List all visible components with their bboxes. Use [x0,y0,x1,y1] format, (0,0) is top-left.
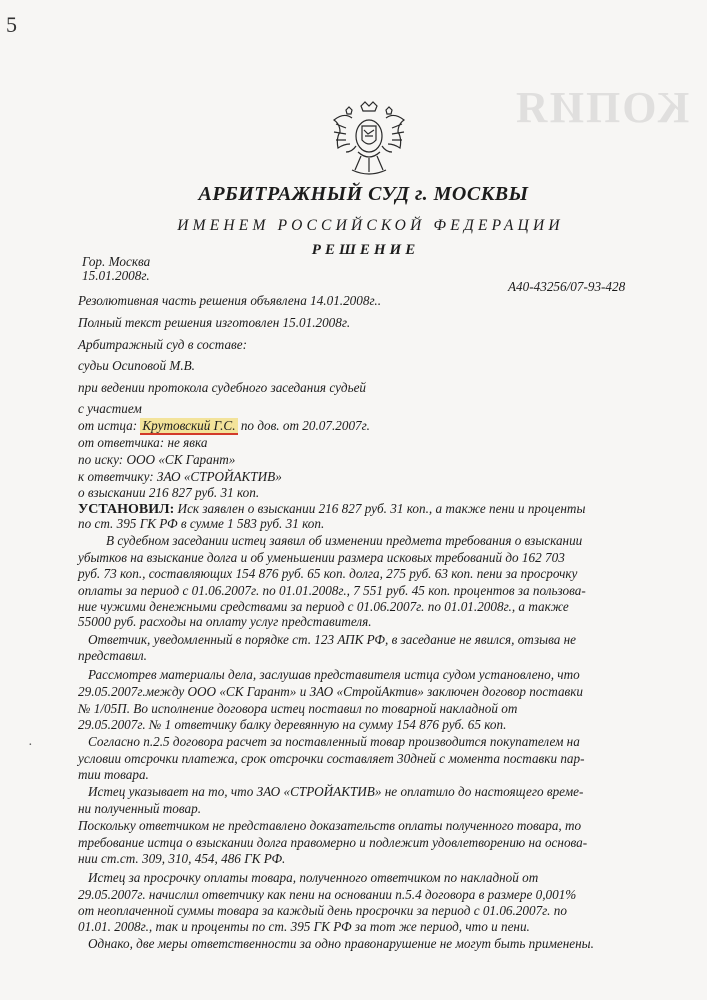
recovery-amount: о взыскании 216 827 руб. 31 коп. [78,485,260,500]
paragraph-line: Истец указывает на то, что ЗАО «СТРОЙАКТИВ» не оплатило до настоящего време- [88,784,584,799]
plaintiff-line: от истца: Крутовский Г.С. по дов. от 20.07.2007г. [78,418,370,433]
court-name: АРБИТРАЖНЫЙ СУД г. МОСКВЫ [198,183,529,205]
paragraph-line: Однако, две меры ответственности за одно правонарушение не могут быть применены. [88,936,594,951]
paragraph-line: нии ст.ст. 309, 310, 454, 486 ГК РФ. [78,851,286,866]
claim-to: к ответчику: ЗАО «СТРОЙАКТИВ» [78,469,282,484]
paragraph-line: Поскольку ответчиком не представлено доказательств оплаты полученного товара, то [78,818,582,833]
paragraph-line: требование истца о взыскании долга правомерно и подлежит удовлетворению на основа- [78,835,588,850]
paragraph-line: 01.01. 2008г., так и проценты по ст. 395 ГК РФ за тот же период, что и пени. [78,919,530,934]
judge: судьи Осиповой М.В. [78,358,195,373]
paragraph-line: руб. 73 коп., составляющих 154 876 руб. 65 коп. долга, 275 руб. 63 коп. пени за просрочку [78,566,578,581]
paragraph-line: 55000 руб. расходы на оплату услуг представителя. [78,614,372,629]
paragraph-line: представил. [78,648,147,663]
paragraph-line: от неоплаченной суммы товара за каждый день просрочки за период с 01.06.2007г. по [78,903,567,918]
paragraph-line: Ответчик, уведомленный в порядке ст. 123 АПК РФ, в заседание не явился, отзыва не [88,632,576,647]
paragraph-line: № 1/05П. Во исполнение договора истец поставил по товарной накладной от [78,701,518,716]
paragraph-line: ни полученный товар. [78,801,202,816]
established-line-2: по ст. 395 ГК РФ в сумме 1 583 руб. 31 коп. [78,516,325,531]
paragraph-line: 29.05.2007г. начислил ответчику как пени на основании п.5.4 договора в размере 0,001% [78,887,577,902]
margin-mark: · [28,738,33,753]
decision-title: РЕШЕНИЕ [311,242,420,258]
in-name-heading: ИМЕНЕМ РОССИЙСКОЙ ФЕДЕРАЦИИ [177,217,564,234]
defendant-line: от ответчика: не явка [78,435,208,450]
paragraph-line: оплаты за период с 01.06.2007г. по 01.01.2008г., 7 551 руб. 45 коп. процентов за пользова- [78,583,586,598]
participation: с участием [78,401,142,416]
plaintiff-name-highlight: Крутовский Г.С. [142,418,236,433]
claim-by: по иску: ООО «СК Гарант» [78,452,236,467]
case-number: А40-43256/07-93-428 [508,279,626,294]
paragraph-line: тии товара. [78,767,149,782]
paragraph-line: Согласно п.2.5 договора расчет за поставленный товар производится покупателем на [88,734,580,749]
city: Гор. Москва [82,254,151,269]
corner-handwritten-mark: 5 [6,12,17,37]
coat-of-arms-icon [328,100,410,180]
established-line-1: УСТАНОВИЛ: Иск заявлен о взыскании 216 827 руб. 31 коп., а также пени и проценты [78,501,586,517]
full-text-made: Полный текст решения изготовлен 15.01.2008г. [78,315,351,330]
paragraph-line: убытков на взыскание долга и об уменьшении размера исковых требований до 162 703 [78,550,565,565]
paragraph-line: 29.05.2007г. № 1 ответчику балку деревянную на сумму 154 876 руб. 65 коп. [78,717,507,732]
paragraph-line: В судебном заседании истец заявил об изменении предмета требования о взыскании [106,533,583,548]
paragraph-line: Рассмотрев материалы дела, заслушав представителя истца судом установлено, что [88,667,580,682]
protocol: при ведении протокола судебного заседания судьей [78,380,367,395]
court-composition: Арбитражный суд в составе: [78,337,248,352]
paragraph-line: 29.05.2007г.между ООО «СК Гарант» и ЗАО «СтройАктив» заключен договор поставки [78,684,584,699]
paragraph-line: условии отсрочки платежа, срок отсрочки составляет 30дней с момента поставки пар- [78,751,585,766]
decision-date: 15.01.2008г. [82,268,150,283]
copy-stamp-watermark: КОПИЯ [513,83,689,132]
resolution-announced: Резолютивная часть решения объявлена 14.01.2008г.. [78,293,382,308]
paragraph-line: ние чужими денежными средствами за период с 01.06.2007г. по 01.01.2008г., а также [78,599,569,614]
paragraph-line: Истец за просрочку оплаты товара, полученного ответчиком по накладной от [88,870,539,885]
